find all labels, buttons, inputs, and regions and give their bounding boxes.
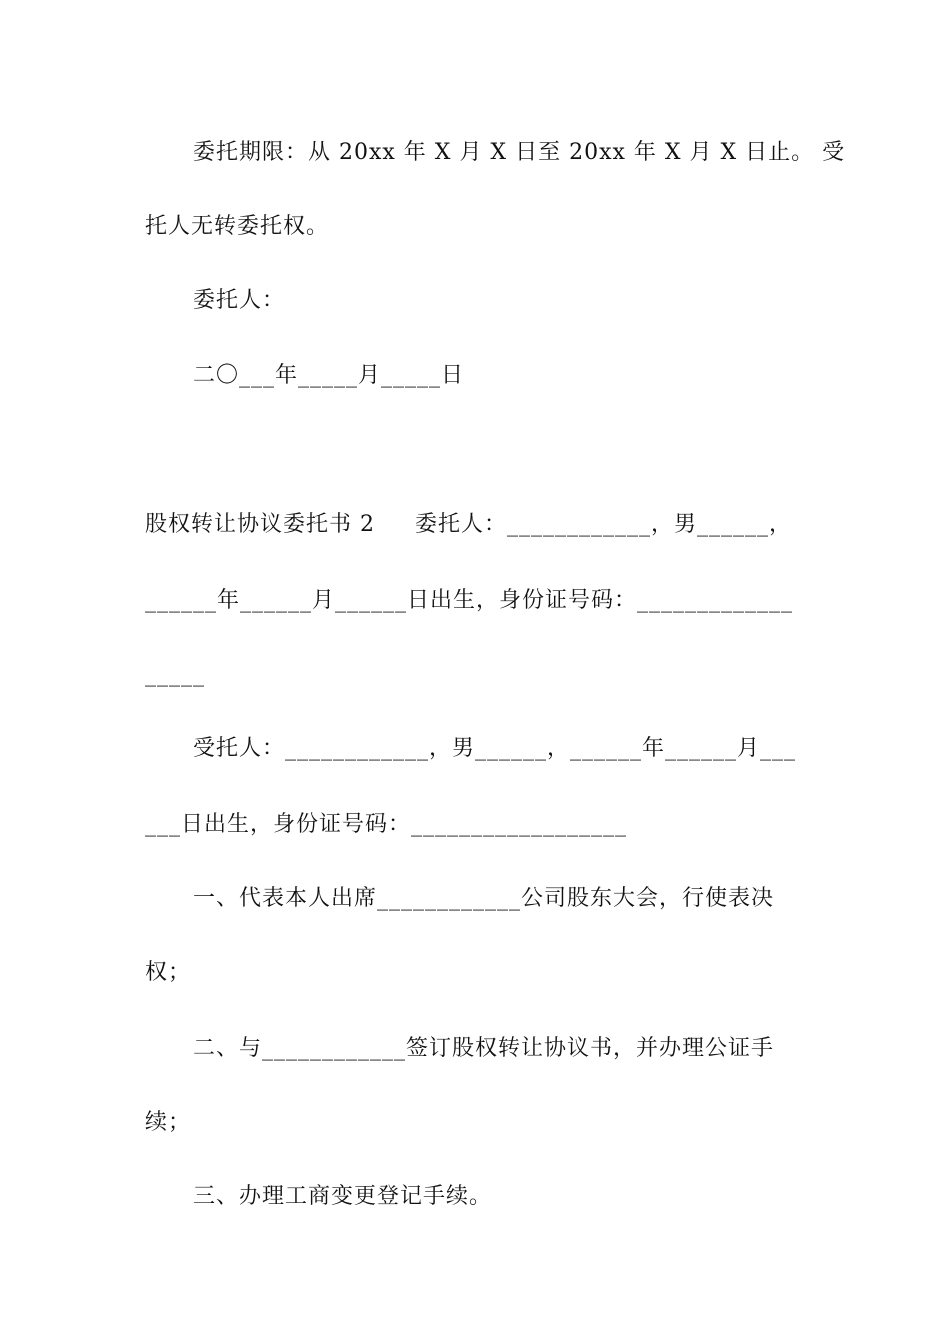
item-1-line-2: 权；: [145, 960, 192, 985]
section-title-principal-line: 股权转让协议委托书 2 委托人：____________，男______，: [145, 512, 792, 537]
principal-signature-label: 委托人：: [193, 288, 286, 313]
item-2-line-1: 二、与____________签订股权转让协议书，并办理公证手: [193, 1036, 775, 1061]
term-paragraph-line-2: 托人无转委托权。: [145, 214, 330, 239]
item-1-line-1: 一、代表本人出席____________公司股东大会，行使表决: [193, 886, 775, 911]
principal-id-continuation: _____: [145, 662, 205, 687]
term-paragraph-line-1: 委托期限：从 20xx 年 X 月 X 日至 20xx 年 X 月 X 日止。 受: [193, 140, 846, 165]
item-2-line-2: 续；: [145, 1110, 192, 1135]
agent-info-line-2: ___日出生，身份证号码：__________________: [145, 812, 628, 837]
principal-birth-id-line: ______年______月______日出生，身份证号码：_____________: [145, 588, 794, 613]
item-3-line: 三、办理工商变更登记手续。: [193, 1184, 493, 1209]
date-line: 二〇___年_____月_____日: [193, 363, 465, 388]
agent-info-line-1: 受托人：____________，男______，______年______月___: [193, 736, 797, 761]
